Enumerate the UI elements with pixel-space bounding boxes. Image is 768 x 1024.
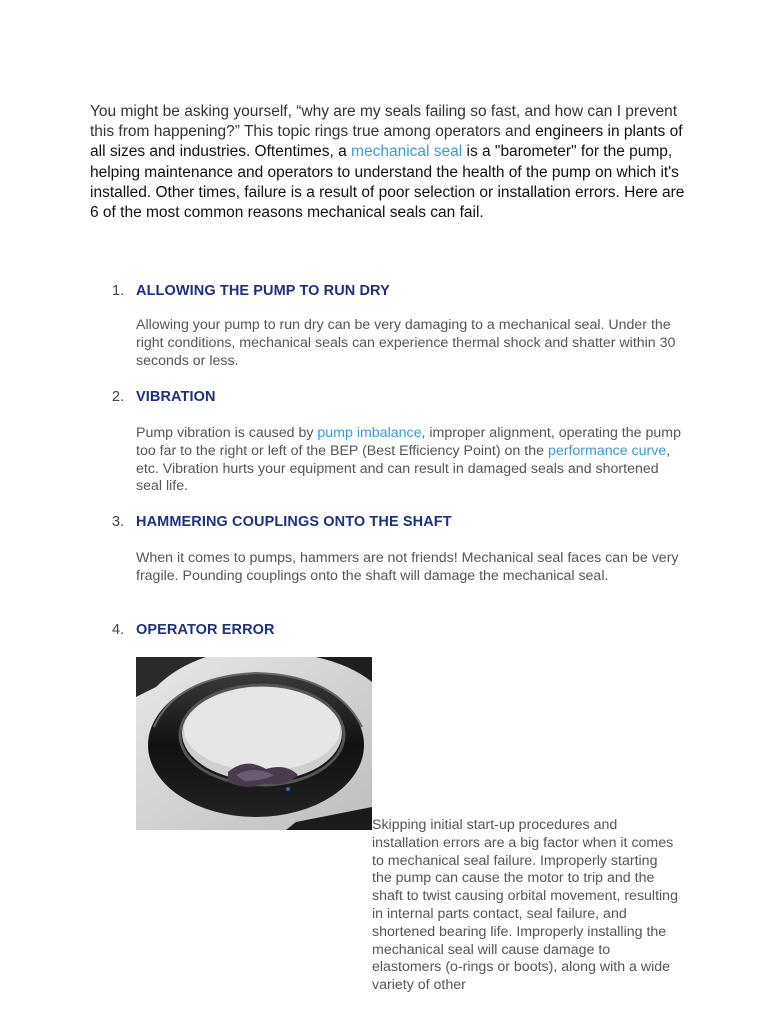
mechanical-seal-link[interactable]: mechanical seal	[351, 143, 463, 161]
pump-imbalance-link[interactable]: pump imbalance	[317, 425, 422, 441]
heading-run-dry: ALLOWING THE PUMP TO RUN DRY	[136, 283, 390, 299]
intro-text-2: engineers in plants of all sizes and industries. Oftentimes, a	[90, 123, 683, 161]
list-number-2: 2.	[112, 389, 125, 405]
vibration-text-c: , etc. Vibration hurts your equipment and can result in damaged seals and shortened seal life.	[136, 442, 671, 495]
body-operator-error	[136, 817, 681, 995]
intro-paragraph	[90, 102, 690, 223]
operator-error-text: Skipping initial start-up procedures and installation errors are a big factor when it comes to mechanical seal failure. Improperly starting the pump can cause the motor to trip and the shaft to twist causing orbital movement, resulting in internal parts contact, seal failure, and shortened bearing life. Improperly installing the mechanical seal will cause damage to elastomers (o-rings or boots), along with a wide variety of other	[372, 817, 678, 994]
body-vibration	[136, 425, 681, 496]
performance-curve-link[interactable]: performance curve	[547, 442, 667, 459]
body-hammering: When it comes to pumps, hammers are not friends! Mechanical seal faces can be very fragile. Pounding couplings onto the shaft will damage the mechanical seal.	[136, 550, 679, 584]
heading-hammering: HAMMERING COUPLINGS ONTO THE SHAFT	[136, 514, 452, 530]
list-number-3: 3.	[112, 514, 125, 530]
list-number-1: 1.	[112, 283, 125, 299]
vibration-text-a: Pump vibration is caused by	[136, 425, 318, 441]
intro-text-3: is a "barometer" for the pump, helping maintenance and operators to understand the health of the pump on which it's installed. Other times, failure is a result of poor selection or installation errors. Here are 6 of the most common reasons mechanical seals can fail.	[90, 143, 685, 222]
heading-vibration: VIBRATION	[136, 389, 216, 405]
vibration-text-b: , improper alignment, operating the pump too far to the right or left of the BEP (Best Efficiency Point) on the	[136, 425, 681, 459]
body-run-dry: Allowing your pump to run dry can be very damaging to a mechanical seal. Under the right conditions, mechanical seals can experience thermal shock and shatter within 30 seconds or less.	[136, 317, 676, 369]
heading-operator-error: OPERATOR ERROR	[136, 622, 275, 638]
damaged-seal-photo	[136, 657, 372, 830]
intro-text-1: You might be asking yourself, “why are my seals failing so fast, and how can I prevent this from happening?” This topic rings true among operators and	[90, 103, 678, 141]
list-number-4: 4.	[112, 622, 125, 638]
